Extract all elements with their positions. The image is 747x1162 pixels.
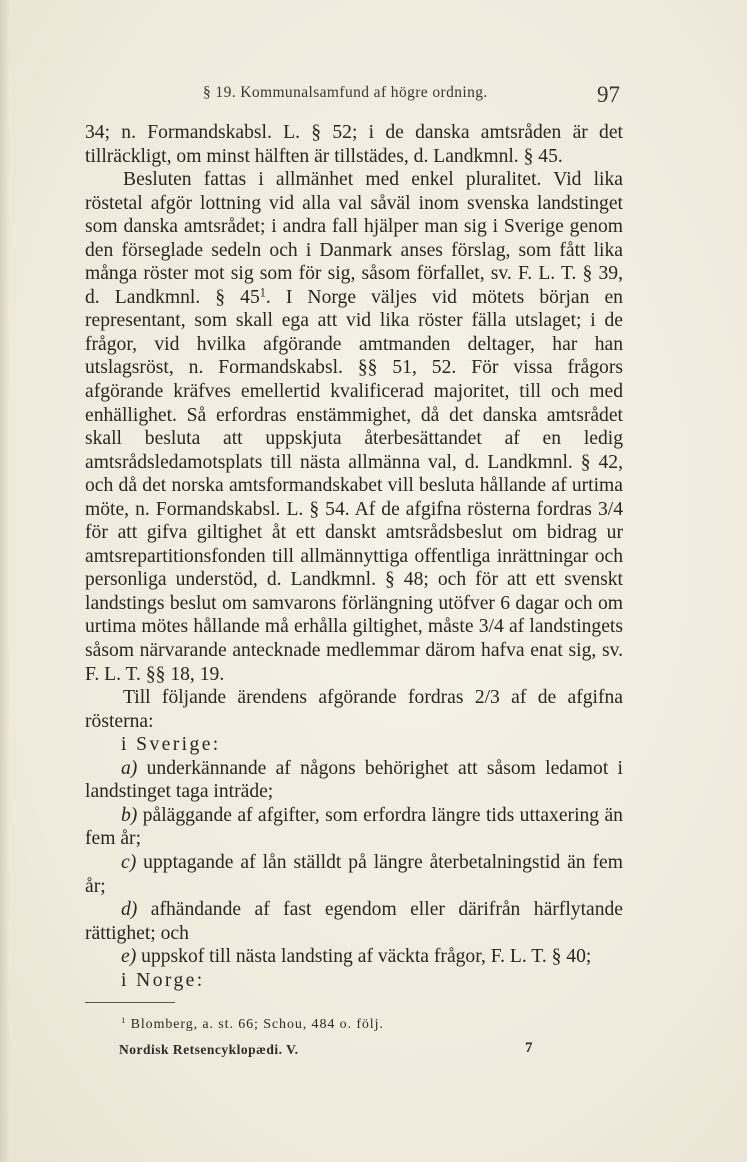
list-item-e (85, 945, 623, 969)
printer-signature: Nordisk Retsencyklopædi. V. (119, 1042, 299, 1057)
paragraph-3 (85, 686, 623, 733)
list-label-a: a) (121, 757, 138, 779)
paragraph-2-cont-a: . I Norge väljes vid mötets början en representant, som skall ega att vid lika röster fälla utslaget; i de frågor, vid hvilka afgörande amtmanden deltager, har han utslagsröst, n. Formandskabsl. §§ 51, 52. För vissa frågors afgörande kräfves emellertid kvalificerad majoritet, till och med enhällighet. Så erfordras enstämmighet, då det danska amtsrådet skall besluta att uppskjuta återbesättandet af en ledig amtsrådsledamotsplats till nästa allmänna val, d. Landkmnl. § 42, och då det norska amtsformandskabet vill besluta hållande af urtima möte, n. Formandskabsl. L. § 54. Af de afgifna rösterna fordras (85, 286, 623, 520)
heading-norge: i Norge: (121, 969, 205, 991)
binding-edge (0, 0, 10, 1162)
paragraph-2-start: Besluten fattas i allmänhet med enkel pluralitet. Vid lika röstetal afgör lottning vid alla val såväl inom svenska landstinget som danska amtsrådet; i andra fall hjälper man sig i Sverige genom den förseglade sedeln och i Danmark anses förslag, som fått lika många röster mot sig som för sig, såsom förfallet, sv. F. L. T. § 39, d. Landkmnl. § 45 (85, 169, 623, 308)
list-item-c (85, 851, 623, 898)
paragraph-2 (85, 168, 623, 686)
fraction-two-thirds: 2/3 (474, 687, 500, 709)
list-label-e: e) (121, 946, 137, 968)
list-item-d (85, 898, 623, 945)
paragraph-3-start: Till följande ärendens afgörande fordras (123, 687, 464, 709)
fraction-three-quarters-a: 3/4 (597, 498, 623, 520)
list-text-d: afhändande af fast egendom eller därifrån härflytande rättighet; och (85, 899, 623, 944)
footnote-ref: 1 (259, 285, 266, 300)
body-text (85, 121, 623, 992)
list-text-e: uppskof till nästa landsting af väckta frågor, F. L. T. § 40; (141, 946, 592, 968)
paragraph-2-cont-c: af landstingets såsom närvarande antecknade medlemmar därom hafva enat sig, sv. F. L. T. §§ 18, 19. (85, 616, 623, 685)
list-text-b: påläggande af afgifter, som erfordra längre tids uttaxering än fem år; (85, 804, 623, 850)
paragraph-3-end: af de afgifna rösterna: (85, 687, 623, 732)
list-text-a: underkännande af någons behörighet att såsom ledamot i landstinget taga inträde; (85, 757, 623, 803)
list-item-a (85, 757, 623, 804)
running-header: § 19. Kommunalsamfund af högre ordning. (203, 84, 488, 101)
footnote-text: Blomberg, a. st. 66; Schou, 484 o. följ. (130, 1017, 384, 1032)
list-label-b: b) (121, 804, 138, 826)
list-label-c: c) (121, 851, 137, 873)
list-text-c: upptagande af lån ställdt på längre återbetalningstid än fem år; (85, 851, 623, 897)
page-number: 97 (597, 82, 620, 107)
footnote-divider (85, 1002, 175, 1003)
list-label-d: d) (121, 899, 138, 921)
paragraph-1: 34; n. Formandskabsl. L. § 52; i de danska amtsråden är det tillräckligt, om minst hälften är tillstädes, d. Landkmnl. § 45. (85, 122, 623, 167)
list-item-b (85, 804, 623, 851)
signature-number: 7 (525, 1040, 533, 1056)
footnote-marker: 1 (121, 1015, 127, 1026)
paragraph-2-cont-b: för att gifva giltighet åt ett danskt amtsrådsbeslut om bidrag ur amtsrepartitionsfonden till allmännyttiga offentliga inrättningar och personliga understöd, d. Landkmnl. § 48; och för att ett svenskt landstings beslut om samvarons förlängning utöfver 6 dagar och om urtima mötes hållande må erhålla giltighet, måste (85, 522, 623, 638)
footnote (121, 1017, 384, 1033)
heading-sverige: i Sverige: (121, 734, 221, 756)
fraction-three-quarters-b: 3/4 (478, 616, 504, 638)
